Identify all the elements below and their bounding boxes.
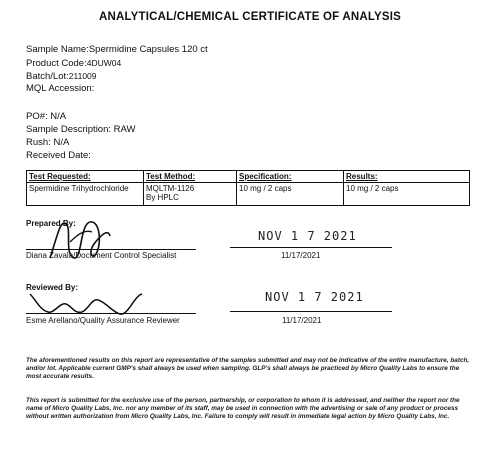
prepared-by-label: Prepared By: (26, 219, 76, 228)
reviewed-by-signature-line (26, 313, 196, 314)
product-code-row (26, 57, 121, 70)
prepared-date-line (230, 247, 392, 248)
results-table-header (27, 171, 470, 183)
received-date-label: Received Date: (26, 150, 91, 161)
header-test-requested: Test Requested: (27, 171, 144, 183)
batch-lot-value: 211009 (68, 71, 97, 81)
cell-test-method (144, 183, 237, 206)
results-table (26, 170, 470, 206)
header-results: Results: (344, 171, 470, 183)
reviewed-date: 11/17/2021 (282, 316, 322, 325)
prepared-by-signature-line (26, 249, 196, 250)
reviewed-by-name: Esme Arellano/Quality Assurance Reviewer (26, 316, 180, 325)
po-number: PO#: N/A (26, 111, 67, 122)
disclaimer-paragraph: The aforementioned results on this report are representative of the samples submitted and may not be indicative of the entire manufacture, batch, and/or lot. Applicable current GMP's shall always be used when sampling. GLP's shall always be practiced by Micro Quality Labs to ensure the most accurate results. (26, 357, 470, 381)
mql-accession-label: MQL Accession: (26, 83, 95, 94)
usage-restriction-paragraph: This report is submitted for the exclusive use of the person, partnership, or corporation to whom it is addressed, and neither the report nor the name of Micro Quality Labs, Inc. nor any member of its staff, may be used in connection with the advertising or sale of any product or process without written authorization from Micro Quality Labs, Inc. Failure to comply will result in immediate legal action by Micro Quality Labs, Inc. (26, 397, 460, 421)
prepared-date: 11/17/2021 (281, 251, 321, 260)
sample-name-value: Spermidine Capsules 120 ct (88, 44, 208, 55)
product-code-value: 4DUW04 (86, 58, 122, 68)
cell-test-requested: Spermidine Trihydrochloride (27, 183, 144, 206)
prepared-date-stamp: NOV 1 7 2021 (258, 229, 357, 243)
sample-name-label: Sample Name: (26, 44, 89, 55)
header-specification: Specification: (237, 171, 344, 183)
prepared-by-name: Diana Zavala/Document Control Specialist (26, 251, 177, 260)
product-code-label: Product Code: (26, 58, 87, 69)
reviewed-date-stamp: NOV 1 7 2021 (265, 290, 364, 304)
sample-name-row (26, 44, 208, 56)
batch-lot-row (26, 70, 97, 83)
sample-description: Sample Description: RAW (26, 124, 136, 135)
cell-test-method-line1: MQLTM-1126 (146, 184, 195, 193)
document-title: ANALYTICAL/CHEMICAL CERTIFICATE OF ANALYSIS (98, 11, 402, 23)
cell-test-method-line2: By HPLC (146, 193, 179, 202)
reviewed-by-label: Reviewed By: (26, 283, 79, 292)
cell-specification: 10 mg / 2 caps (237, 183, 344, 206)
batch-lot-label: Batch/Lot: (26, 71, 69, 82)
reviewed-date-line (230, 311, 392, 312)
rush-status: Rush: N/A (26, 137, 70, 148)
cell-result: 10 mg / 2 caps (344, 183, 470, 206)
header-test-method: Test Method: (144, 171, 237, 183)
table-row (27, 183, 470, 206)
reviewed-by-signature (26, 286, 186, 320)
